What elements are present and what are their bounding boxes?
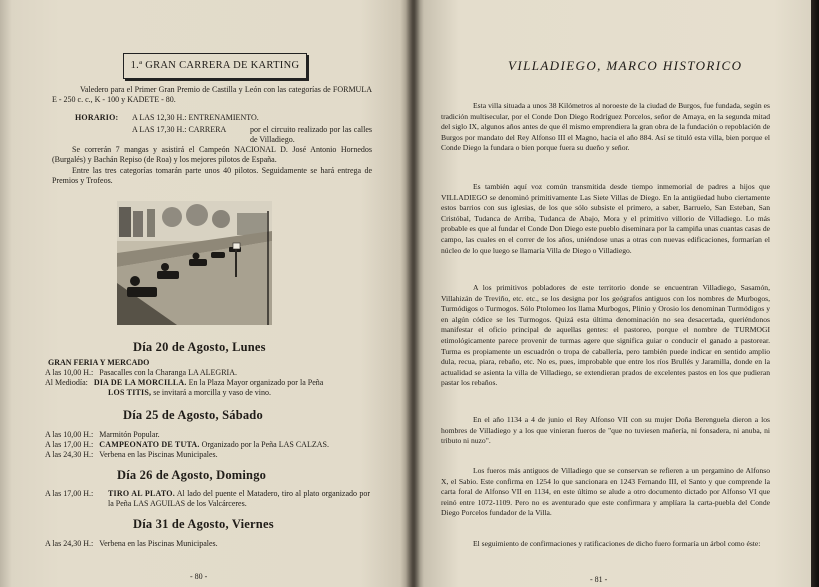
day-26-title: Día 26 de Agosto, Domingo	[117, 468, 267, 482]
horario-carrera: A LAS 17,30 H.: CARRERA	[132, 125, 227, 134]
gran-feria-heading: GRAN FERIA Y MERCADO	[48, 358, 150, 367]
day-20-event-1: A las 10,00 H.: Pasacalles con la Charanga LA ALEGRIA.	[45, 368, 237, 377]
day-25-event-2: A las 17,00 H.: CAMPEONATO DE TUTA. Organizado por la Peña LAS CALZAS.	[45, 440, 329, 449]
karting-paragraph-1: Se correrán 7 mangas y asistirá el Campeón NACIONAL D. José Antonio Hornedos (Burgalés) y Bachán Repiso (de Roa) y los mejores pilotos de España.	[52, 145, 372, 164]
karting-race-photo-icon	[117, 201, 272, 325]
left-page-number: - 80 -	[190, 572, 208, 581]
horario-label: HORARIO:	[75, 113, 119, 122]
book-gutter	[406, 0, 420, 587]
day-31-event-1: A las 24,30 H.: Verbena en las Piscinas Municipales.	[45, 539, 218, 548]
horario-entrenamiento: A LAS 12,30 H.: ENTRENAMIENTO.	[132, 113, 259, 122]
book-edge	[811, 0, 819, 587]
day-20-event-2: Al Mediodía: DIA DE LA MORCILLA. En la Plaza Mayor organizado por la Peña	[45, 378, 324, 387]
day-20-title: Día 20 de Agosto, Lunes	[133, 340, 266, 354]
historia-paragraph-3: A los primitivos pobladores de este territorio donde se encuentran Villadiego, Sasamón, Villahizán de Treviño, etc. etc., se los designa por los geógrafos antiguos con los nombres de Murbogos, Turmódigos o Turmogos. Sólo Ptolomeo los llama Murbogos, Plinio y Orosio los denominan Turmódigos y en algún códice se les Turmogos. Quizá esta última denominación no sea desacertada, queriéndonos manifestar el oficio principal de aquellas gentes: el pastoreo, porque el nombre de TURMOGI etimológicamente parece provenir de turmas agere que significa guiar o conducir el ganado a pastorear. Turma es propiamente un escuadrón o tropa de caballería, pero también puede indicar en sentido amplio dula, recua, piara, rebaño, etc. No es, pues, improbable que entre los ríos Brullés y Jaramilla, donde en la actualidad se asienta la villa de Villadiego, se extendieran prados de excelentes pastos en los que pudieran pastar los rebaños.	[441, 283, 770, 388]
historia-paragraph-5: Los fueros más antiguos de Villadiego que se conservan se refieren a un pergamino de Alfonso X, el Sabio. Este confirma en 1254 lo que sancionara en 1243 Fernando III, el Santo y que comprende la carta foral de Alfonso VII en 1134, en este último se alude a otro documento dictado por Alfonso VI que reinó entre 1072-1109. Pero no es aventurado que este confirmara y amplíara la carta-puebla del Conde Diego Porcelos fundador de la Villa.	[441, 466, 770, 518]
historia-paragraph-4: En el año 1134 a 4 de junio el Rey Alfonso VII con su mujer Doña Berenguela dieron a los hombres de Villadiego y a los que vinieran fueros de "que no tuviesen mañería, ni fonsadera, ni anuba, ni tributo ni nuzo".	[441, 415, 770, 446]
karting-paragraph-2: Entre las tres categorías tomarán parte unos 40 pilotos. Seguidamente se hará entrega de Premios y Trofeos.	[52, 166, 372, 185]
day-25-event-3: A las 24,30 H.: Verbena en las Piscinas Municipales.	[45, 450, 218, 459]
historia-paragraph-6: El seguimiento de confirmaciones y ratificaciones de dicho fuero formaría un árbol como éste:	[473, 539, 761, 548]
day-26-event-1-time: A las 17,00 H.:	[45, 489, 94, 498]
villadiego-title: VILLADIEGO, MARCO HISTORICO	[508, 58, 743, 73]
historia-paragraph-2: Es también aquí voz común transmitida desde tiempo inmemorial de padres a hijos que VILLADIEGO se denominó primitivamente Las Siete Villas de Diego. En la antigüedad hubo ciertamente estos barrios con sus iglesias, de los que sólo subsiste el primero, a saber, Barruelo, San Esteban, San Cristóbal, Tudanca de Arriba, Tudanca de Abajo, Mora y el primitivo villorio de Villadiego. Lo más probable es que al fundar el Conde Don Diego este pueblo diseminara por la campiña unas cuantas casas de campo, las cuales en el correr de los años, uniéndose unas a otras con nuevas edificaciones, formarían el núcleo de lo que luego se llamaría Villa de Diego o Villadiego.	[441, 182, 770, 255]
day-25-event-1: A las 10,00 H.: Marmitón Popular.	[45, 430, 160, 439]
day-25-title: Día 25 de Agosto, Sábado	[123, 408, 263, 422]
karting-race-photo	[117, 201, 272, 325]
day-31-title: Día 31 de Agosto, Viernes	[133, 517, 274, 531]
karting-title-box: 1.ª GRAN CARRERA DE KARTING	[123, 53, 307, 79]
karting-intro: Valedero para el Primer Gran Premio de Castilla y León con las categorías de FORMULA E - 250 c. c., K - 100 y KADETE - 80.	[52, 85, 372, 104]
historia-paragraph-1: Esta villa situada a unos 38 Kilómetros al noroeste de la ciudad de Burgos, fue fundada, según es tradición multisecular, por el Conde Don Diego Rodríguez Porcelos, señor de Amaya, en la segunda mitad del siglo IX, algunos años antes de que él mismo emprendiera la gran obra de la fundación o repoblación de Burgos por mandato del Rey Alfonso III el Magno, hacia el año 884. Así se tituló esta villa, bien porque el Conde Diego la fundara o bien porque fuera su dueño y señor.	[441, 101, 770, 153]
right-page-number: - 81 -	[590, 575, 608, 584]
horario-carrera-detail: por el circuito realizado por las calles de Villadiego.	[250, 125, 372, 144]
day-26-event-1: TIRO AL PLATO. Al lado del puente el Matadero, tiro al plato organizado por la Peña LAS AGUILAS de los Valcárceres.	[108, 489, 370, 508]
day-20-event-2-cont: LOS TITIS, se invitará a morcilla y vaso de vino.	[108, 388, 271, 397]
